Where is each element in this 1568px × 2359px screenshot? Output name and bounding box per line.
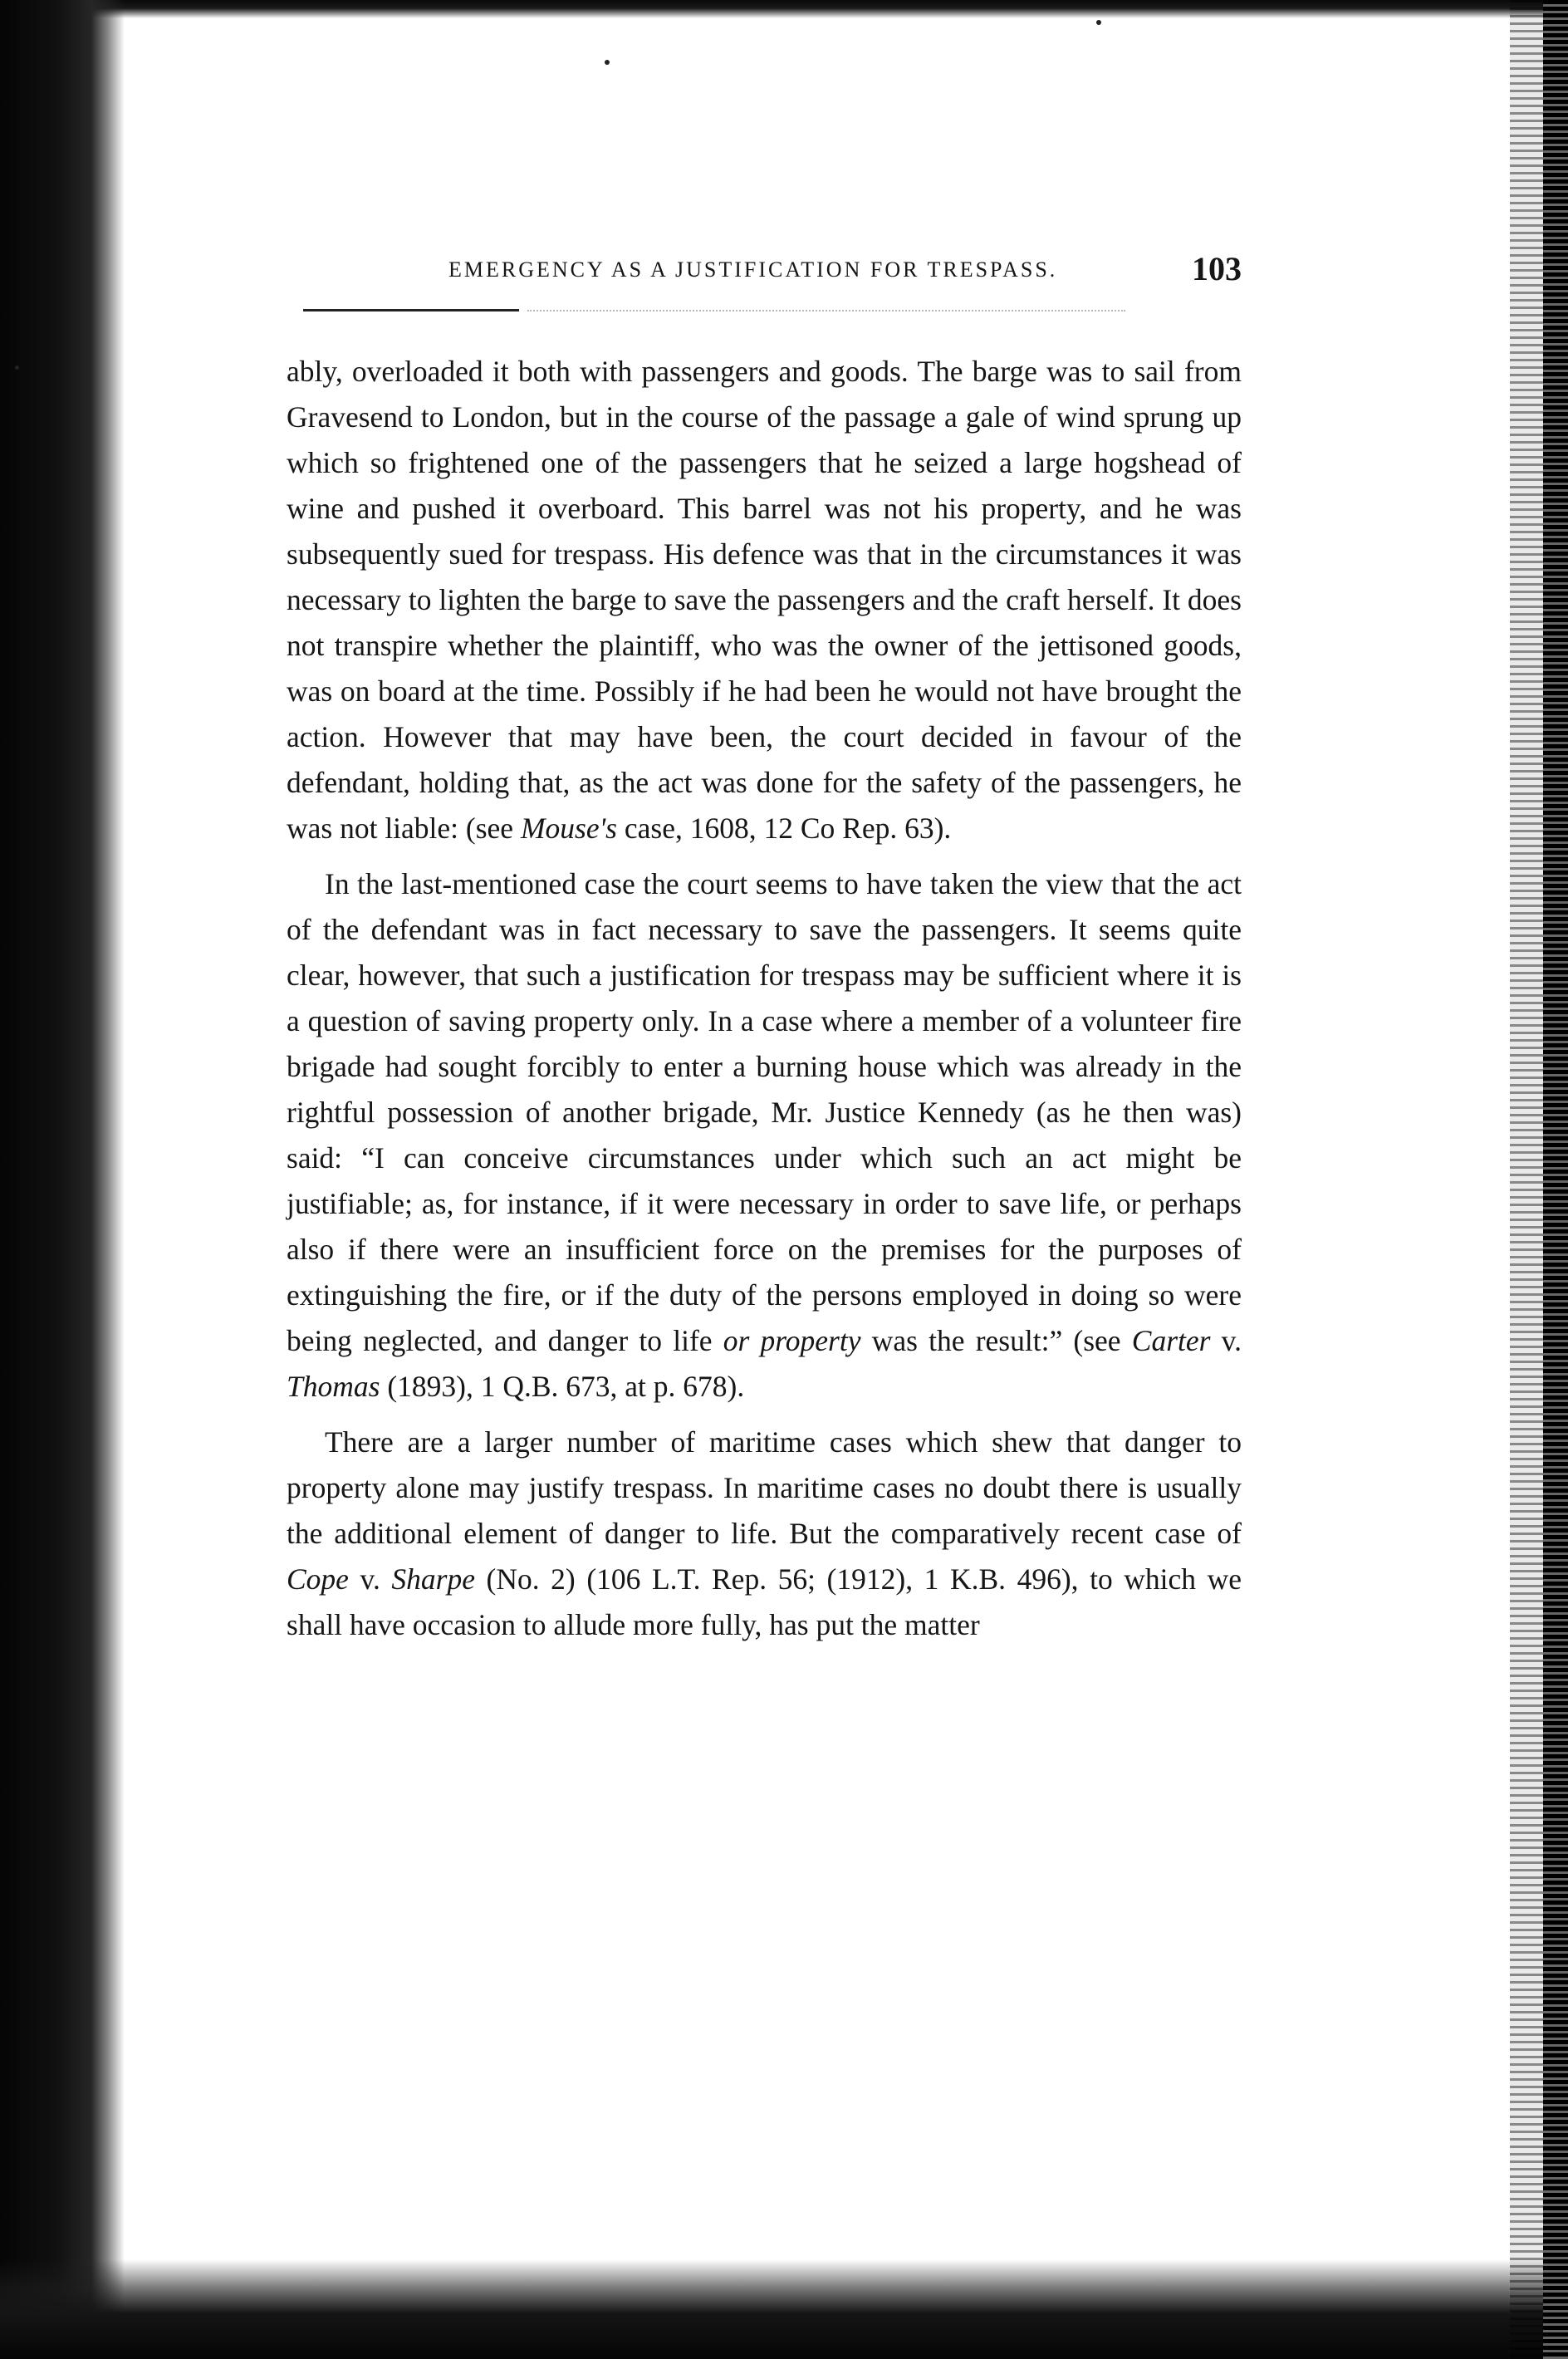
scan-speck <box>605 60 610 65</box>
text-run: (No. 2) (106 L.T. Rep. 56; (1912), 1 K.B. 496), to which we shall have occasion to allude more fully, has put the matter <box>287 1562 1242 1641</box>
text-run: In the last-mentioned case the court seems to have taken the view that the act of the defendant was in fact necessary to save the passengers. It seems quite clear, however, that such a justification for trespass may be sufficient where it is a question of saving property only. In a case where a member of a volunteer fire brigade had sought forcibly to enter a burning house which was already in the rightful possession of another brigade, Mr. Justice Kennedy (as he then was) said: “I can conceive circumstances under which such an act might be justifiable; as, for instance, if it were necessary in order to save life, or perhaps also if there were an insufficient force on the premises for the purposes of extinguishing the fire, or if the duty of the persons employed in doing so were being neglected, and danger to life <box>287 867 1242 1357</box>
italic-text-run: Cope <box>287 1562 349 1596</box>
scan-shadow-bottom <box>0 2259 1568 2359</box>
running-head-rule <box>303 309 519 311</box>
italic-text-run: Carter <box>1131 1324 1211 1357</box>
scan-shadow-top <box>0 0 1568 18</box>
text-run: (1893), 1 Q.B. 673, at p. 678). <box>380 1370 745 1403</box>
paragraph <box>287 1420 1242 1648</box>
italic-text-run: or property <box>723 1324 861 1357</box>
running-head <box>287 249 1242 299</box>
text-run: was the result:” (see <box>860 1324 1132 1357</box>
text-run: ably, overloaded it both with passengers and goods. The barge was to sail from Gravesend to London, but in the course of the passage a gale of wind sprung up which so frightened one of the passengers that he seized a large hogshead of wine and pushed it overboard. This barrel was not his property, and he was subsequently sued for trespass. His defence was that in the circumstances it was necessary to lighten the barge to save the passengers and the craft herself. It does not transpire whether the plaintiff, who was the owner of the jettisoned goods, was on board at the time. Possibly if he had been he would not have brought the action. However that may have been, the court decided in favour of the defendant, holding that, as the act was done for the safety of the passengers, he was not liable: (see <box>287 355 1242 845</box>
running-head-title: EMERGENCY AS A JUSTIFICATION FOR TRESPASS. <box>448 257 1058 282</box>
running-head-rule-faint <box>527 310 1125 312</box>
scan-speck <box>1096 20 1101 25</box>
italic-text-run: Sharpe <box>391 1562 475 1596</box>
body-text <box>287 349 1242 1648</box>
italic-text-run: Mouse's <box>520 812 617 845</box>
text-run: case, 1608, 12 Co Rep. 63). <box>617 812 952 845</box>
scan-shadow-left <box>0 0 125 2359</box>
text-run: v. <box>1210 1324 1242 1357</box>
scan-speck <box>15 365 19 370</box>
scan-edge-band-right <box>1543 0 1568 2359</box>
text-run: There are a larger number of maritime cases which shew that danger to property alone may justify trespass. In maritime cases no doubt there is usually the additional element of danger to life. But the comparatively recent case of <box>287 1425 1242 1550</box>
italic-text-run: Thomas <box>287 1370 380 1403</box>
book-page <box>287 249 1242 1658</box>
page-number: 103 <box>1192 250 1242 287</box>
text-run: v. <box>348 1562 392 1596</box>
paragraph <box>287 861 1242 1410</box>
paragraph <box>287 349 1242 851</box>
